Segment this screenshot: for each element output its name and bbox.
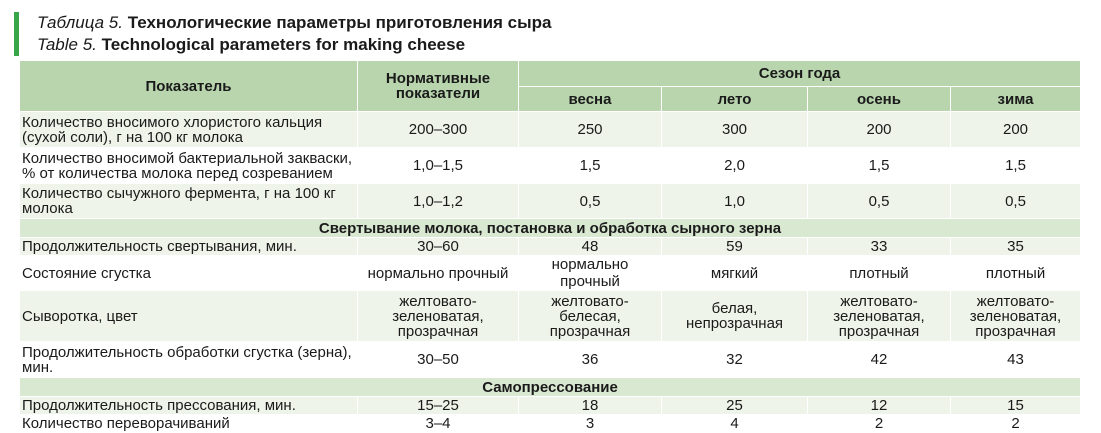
header-season-summer: лето [662,87,808,112]
table-row [20,415,1081,433]
row-value: 1,0 [662,184,808,219]
row-value: 59 [662,238,808,256]
table-row [20,238,1081,256]
row-value: 1,5 [951,148,1081,184]
row-value: 35 [951,238,1081,256]
row-value: желтовато-зеленоватая, прозрачная [808,291,951,342]
row-value: желтовато-белесая, прозрачная [519,291,662,342]
row-value: 25 [662,397,808,415]
row-norm: 15–25 [358,397,519,415]
table-row [20,291,1081,342]
row-value: 2,0 [662,148,808,184]
header-season-winter: зима [951,87,1081,112]
row-norm: 1,0–1,5 [358,148,519,184]
row-label: Продолжительность свертывания, мин. [20,238,358,256]
table-row [20,256,1081,291]
section-title: Самопрессование [20,378,1081,397]
row-label: Сыворотка, цвет [20,291,358,342]
table-row [20,397,1081,415]
row-value: 32 [662,342,808,378]
row-label: Состояние сгустка [20,256,358,291]
row-value: 48 [519,238,662,256]
row-value: 2 [951,415,1081,433]
row-value: 1,5 [808,148,951,184]
row-value: 300 [662,112,808,148]
row-label: Продолжительность обработки сгустка (зерна), мин. [20,342,358,378]
caption-ru-prefix: Таблица 5. [37,13,123,32]
caption-ru-title: Технологические параметры приготовления сыра [127,13,552,32]
row-value: мягкий [662,256,808,291]
row-label: Количество переворачиваний [20,415,358,433]
row-value: желтовато-зеленоватая, прозрачная [951,291,1081,342]
row-value: 1,5 [519,148,662,184]
row-norm: 3–4 [358,415,519,433]
row-value: 3 [519,415,662,433]
table-row [20,342,1081,378]
row-value: 43 [951,342,1081,378]
table-row [20,184,1081,219]
row-norm: желтовато-зеленоватая, прозрачная [358,291,519,342]
header-indicator: Показатель [20,61,358,112]
table-row [20,148,1081,184]
header-norm: Нормативные показатели [358,61,519,112]
caption-en-prefix: Table 5. [37,35,97,54]
header-season-autumn: осень [808,87,951,112]
row-value: плотный [808,256,951,291]
section-row [20,219,1081,238]
row-value: 0,5 [808,184,951,219]
row-value: плотный [951,256,1081,291]
row-value: 0,5 [951,184,1081,219]
row-value: 18 [519,397,662,415]
row-norm: 30–60 [358,238,519,256]
caption-en [37,34,552,56]
row-value: 12 [808,397,951,415]
row-label: Количество вносимой бактериальной закваски, % от количества молока перед созреванием [20,148,358,184]
row-label: Количество сычужного фермента, г на 100 кг молока [20,184,358,219]
header-season: Сезон года [519,61,1081,87]
row-value: 2 [808,415,951,433]
row-value: белая, непрозрачная [662,291,808,342]
row-norm: 200–300 [358,112,519,148]
row-label: Продолжительность прессования, мин. [20,397,358,415]
row-norm: нормально прочный [358,256,519,291]
row-value: 0,5 [519,184,662,219]
row-value: 200 [951,112,1081,148]
row-value: 4 [662,415,808,433]
row-value: 250 [519,112,662,148]
section-title: Свертывание молока, постановка и обработка сырного зерна [20,219,1081,238]
row-value: 15 [951,397,1081,415]
row-value: 33 [808,238,951,256]
row-value: нормально прочный [519,256,662,291]
caption-ru [37,12,552,34]
row-norm: 30–50 [358,342,519,378]
header-season-spring: весна [519,87,662,112]
parameters-table [19,60,1081,433]
table-caption [14,12,552,56]
row-value: 200 [808,112,951,148]
row-norm: 1,0–1,2 [358,184,519,219]
row-label: Количество вносимого хлористого кальция (сухой соли), г на 100 кг молока [20,112,358,148]
row-value: 36 [519,342,662,378]
section-row [20,378,1081,397]
row-value: 42 [808,342,951,378]
table-row [20,112,1081,148]
caption-en-title: Technological parameters for making cheese [101,35,466,54]
